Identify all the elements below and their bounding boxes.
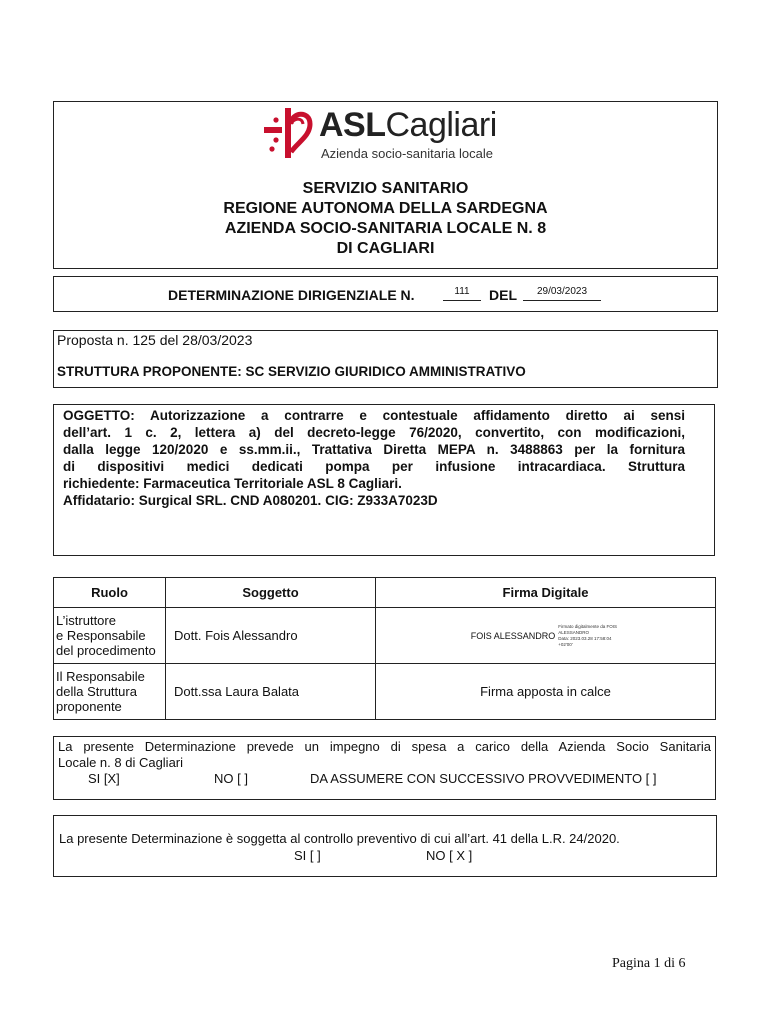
signature-table [53,577,716,720]
impegno-line-1: La presente Determinazione prevede un impegno di spesa a carico della Azienda Socio Sanitaria [58,739,711,754]
ruolo-cell [54,608,166,664]
controllo-option-si: SI [ ] [294,848,321,863]
signature-meta: Firmato digitalmente da FOIS ALESSANDRO Data: 2023.03.28 17:58:04 +02'00' [558,623,618,647]
struttura-proponente: STRUTTURA PROPONENTE: SC SERVIZIO GIURIDICO AMMINISTRATIVO [57,364,526,379]
column-header-ruolo: Ruolo [54,578,166,608]
impegno-option-da-assumere: DA ASSUMERE CON SUCCESSIVO PROVVEDIMENTO [ ] [310,771,657,786]
controllo-box [53,815,717,877]
title-line-1: SERVIZIO SANITARIO [302,180,469,197]
ruolo-line: del procedimento [56,643,156,658]
column-header-firma: Firma Digitale [376,578,716,608]
oggetto-line: di dispositivi medici dedicati pompa per infusione intracardiaca. Struttura [63,459,685,474]
oggetto-text [63,407,685,509]
determinazione-del-label: DEL [489,287,517,303]
signature-name: FOIS ALESSANDRO [470,630,556,641]
column-header-soggetto: Soggetto [166,578,376,608]
logo-tagline: Azienda socio-sanitaria locale [321,146,493,161]
ruolo-line: proponente [56,699,122,714]
controllo-text: La presente Determinazione è soggetta al controllo preventivo di cui all’art. 41 della L.R. 24/2020. [59,831,620,846]
asl-cross-heart-logo-icon [262,104,318,160]
asl-logo [262,104,522,164]
ruolo-line: della Struttura [56,684,137,699]
table-header-row [54,578,716,608]
page-number: Pagina 1 di 6 [612,956,686,971]
impegno-text [58,739,711,771]
determinazione-label: DETERMINAZIONE DIRIGENZIALE N. [168,287,415,303]
oggetto-line: OGGETTO: Autorizzazione a contrarre e contestuale affidamento diretto ai sensi [63,408,685,423]
proposta-line: Proposta n. 125 del 28/03/2023 [57,332,253,348]
digital-signature [378,624,713,648]
ruolo-line: e Responsabile [56,628,146,643]
oggetto-line: dell’art. 1 c. 2, lettera a) del decreto-legge 76/2020, convertito, con modificazioni, [63,425,685,440]
oggetto-line: Affidatario: Surgical SRL. CND A080201. CIG: Z933A7023D [63,493,438,508]
controllo-option-no: NO [ X ] [426,848,473,863]
ruolo-line: L’istruttore [56,613,116,628]
determinazione-number: 111 [443,286,481,301]
logo-brand: ASLCagliari [319,106,497,144]
title-line-2: REGIONE AUTONOMA DELLA SARDEGNA [223,200,548,217]
oggetto-line: dalla legge 120/2020 e ss.mm.ii., Trattativa Diretta MEPA n. 3488863 per la fornitura [63,442,685,457]
table-row [54,608,716,664]
ruolo-cell [54,664,166,720]
determinazione-date: 29/03/2023 [523,286,601,301]
title-line-4: DI CAGLIARI [336,240,435,257]
ruolo-line: Il Responsabile [56,669,145,684]
table-row [54,664,716,720]
oggetto-line: richiedente: Farmaceutica Territoriale ASL 8 Cagliari. [63,476,402,491]
impegno-option-no: NO [ ] [214,771,248,786]
impegno-line-2: Locale n. 8 di Cagliari [58,755,184,770]
soggetto-cell: Dott. Fois Alessandro [166,608,376,664]
firma-cell [376,608,716,664]
soggetto-cell: Dott.ssa Laura Balata [166,664,376,720]
firma-cell: Firma apposta in calce [376,664,716,720]
impegno-option-si: SI [X] [88,771,120,786]
title-line-3: AZIENDA SOCIO-SANITARIA LOCALE N. 8 [224,220,547,237]
